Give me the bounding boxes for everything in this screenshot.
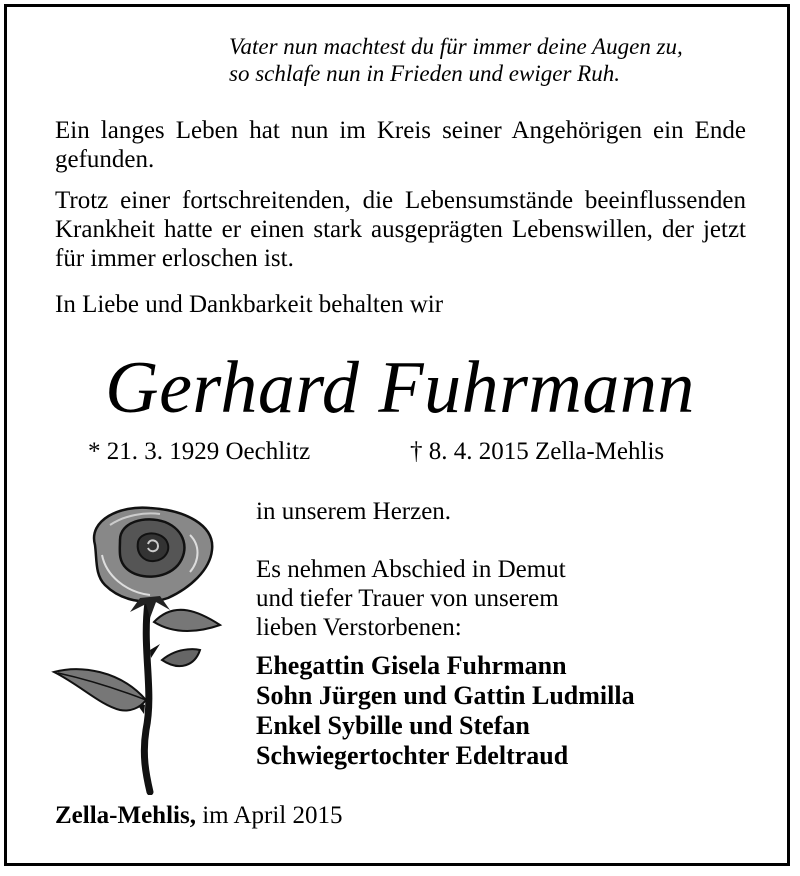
family-member: Sohn Jürgen und Gattin Ludmilla (256, 681, 635, 710)
verse-line-1: Vater nun machtest du für immer deine Augen zu, (229, 34, 683, 59)
farewell-line-1: Es nehmen Abschied in Demut (256, 556, 566, 583)
footer-date: im April 2015 (202, 802, 343, 829)
family-member: Schwiegertochter Edeltraud (256, 741, 569, 770)
death-date: † 8. 4. 2015 Zella-Mehlis (410, 438, 665, 465)
intro-paragraph-2: Trotz einer fortschreitenden, die Lebensumstände beeinflussenden Krankheit hatte er einen stark ausgeprägten Lebenswillen, der jetzt für immer erloschen ist. (55, 187, 746, 272)
intro-paragraph-3: In Liebe und Dankbarkeit behalten wir (55, 291, 444, 318)
memorial-verse (229, 33, 683, 87)
farewell-line-2: und tiefer Trauer von unserem (256, 585, 559, 612)
verse-line-2: so schlafe nun in Frieden und ewiger Ruh. (229, 61, 620, 86)
deceased-name: Gerhard Fuhrmann (105, 347, 695, 429)
family-list (256, 651, 635, 771)
family-member: Enkel Sybille und Stefan (256, 711, 530, 740)
farewell-line-3: lieben Verstorbenen: (256, 614, 462, 641)
footer-place: Zella-Mehlis, (55, 802, 196, 829)
farewell-text (256, 555, 566, 642)
intro-paragraph-1: Ein langes Leben hat nun im Kreis seiner Angehörigen ein Ende gefunden. (55, 117, 746, 173)
rose-icon (50, 500, 230, 795)
place-date-footer (55, 801, 343, 830)
heart-line: in unserem Herzen. (256, 498, 452, 525)
family-member: Ehegattin Gisela Fuhrmann (256, 651, 567, 680)
birth-date: * 21. 3. 1929 Oechlitz (88, 438, 311, 465)
